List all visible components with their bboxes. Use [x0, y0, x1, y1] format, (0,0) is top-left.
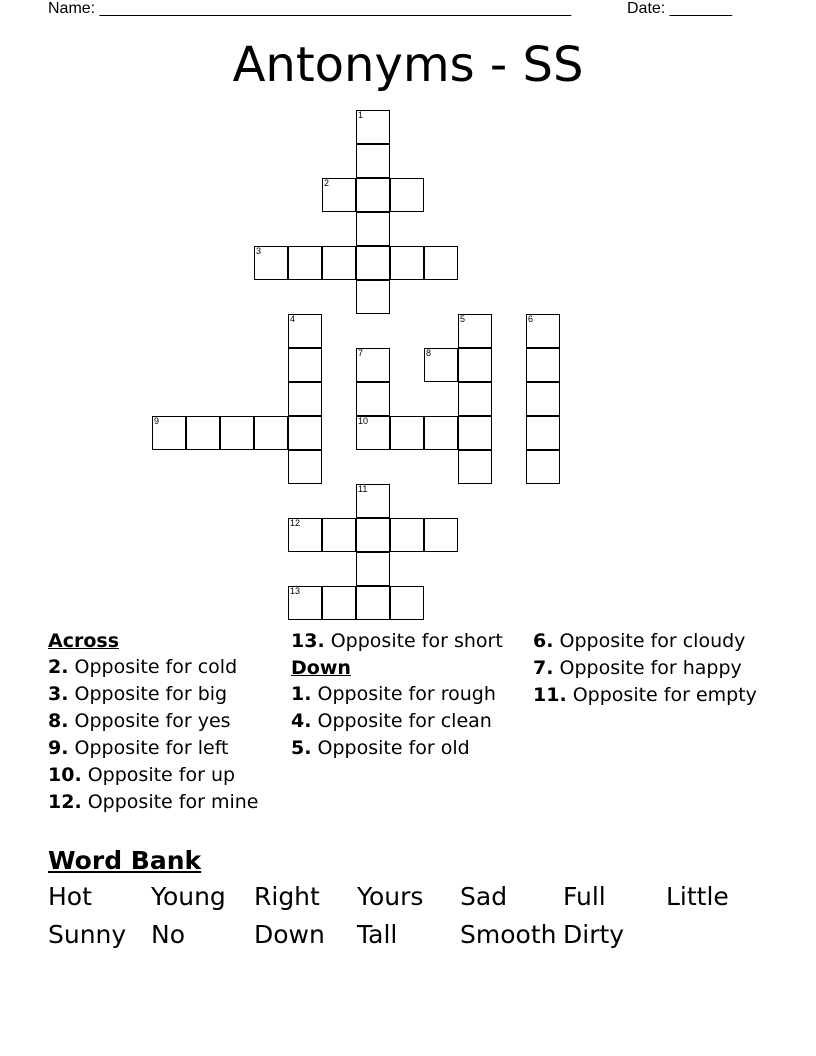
crossword-cell[interactable]: [356, 212, 390, 246]
word-bank-item: No: [151, 920, 185, 949]
cell-number: 2: [324, 178, 330, 188]
crossword-cell[interactable]: [322, 586, 356, 620]
crossword-cell[interactable]: [356, 144, 390, 178]
cell-number: 12: [290, 518, 301, 528]
word-bank-item: Young: [151, 882, 226, 911]
crossword-cell[interactable]: [356, 246, 390, 280]
crossword-cell[interactable]: [526, 314, 560, 348]
crossword-cell[interactable]: [390, 416, 424, 450]
crossword-cell[interactable]: [390, 246, 424, 280]
word-bank-item: Dirty: [563, 920, 625, 949]
word-bank-item: Yours: [357, 882, 424, 911]
cell-number: 6: [528, 314, 534, 324]
word-bank-item: Right: [254, 882, 320, 911]
clue-across-9: 9. Opposite for left: [48, 737, 229, 759]
clue-down-1: 1. Opposite for rough: [291, 683, 496, 705]
crossword-cell[interactable]: [288, 348, 322, 382]
word-bank-item: Hot: [48, 882, 92, 911]
crossword-cell[interactable]: [288, 586, 322, 620]
name-field[interactable]: Name: _____________________________________________________: [48, 0, 572, 17]
page-title: Antonyms - SS: [232, 37, 584, 93]
cell-number: 7: [358, 348, 364, 358]
cell-number: 9: [154, 416, 160, 426]
crossword-cell[interactable]: [288, 246, 322, 280]
word-bank-item: Down: [254, 920, 325, 949]
crossword-cell[interactable]: [424, 518, 458, 552]
word-bank-item: Smooth: [460, 920, 557, 949]
crossword-cell[interactable]: [288, 450, 322, 484]
word-bank-item: Sad: [460, 882, 508, 911]
clue-down-5: 5. Opposite for old: [291, 737, 470, 759]
crossword-cell[interactable]: [356, 280, 390, 314]
crossword-cell[interactable]: [458, 416, 492, 450]
cell-number: 3: [256, 246, 262, 256]
crossword-cell[interactable]: [526, 382, 560, 416]
crossword-cell[interactable]: [356, 110, 390, 144]
clue-across-8: 8. Opposite for yes: [48, 710, 231, 732]
word-bank-item: Little: [666, 882, 729, 911]
crossword-cell[interactable]: [424, 348, 458, 382]
cell-number: 11: [358, 484, 368, 494]
crossword-cell[interactable]: [526, 450, 560, 484]
across-heading: Across: [48, 630, 120, 652]
crossword-cell[interactable]: [356, 348, 390, 382]
crossword-cell[interactable]: [322, 246, 356, 280]
crossword-cell[interactable]: [390, 586, 424, 620]
crossword-cell[interactable]: [356, 552, 390, 586]
word-bank-item: Full: [563, 882, 606, 911]
crossword-cell[interactable]: [458, 348, 492, 382]
crossword-cell[interactable]: [152, 416, 186, 450]
clues-column-3: [533, 630, 763, 711]
cell-number: 1: [358, 110, 364, 120]
clue-across-3: 3. Opposite for big: [48, 683, 228, 705]
cell-number: 8: [426, 348, 432, 358]
clue-down-4: 4. Opposite for clean: [291, 710, 492, 732]
crossword-cell[interactable]: [288, 382, 322, 416]
crossword-cell[interactable]: [458, 314, 492, 348]
crossword-cell[interactable]: [254, 246, 288, 280]
crossword-cell[interactable]: [220, 416, 254, 450]
crossword-cell[interactable]: [322, 178, 356, 212]
word-bank-title: Word Bank: [48, 846, 202, 875]
crossword-cell[interactable]: [356, 416, 390, 450]
crossword-cell[interactable]: [390, 518, 424, 552]
crossword-cell[interactable]: [458, 450, 492, 484]
crossword-cell[interactable]: [288, 518, 322, 552]
crossword-cell[interactable]: [254, 416, 288, 450]
clue-down-11: 11. Opposite for empty: [533, 684, 757, 706]
word-bank-item: Sunny: [48, 920, 127, 949]
clue-down-7: 7. Opposite for happy: [533, 657, 742, 679]
date-field[interactable]: Date: _______: [627, 0, 732, 17]
crossword-cell[interactable]: [288, 314, 322, 348]
cell-number: 13: [290, 586, 301, 596]
cell-number: 4: [290, 314, 296, 324]
crossword-cell[interactable]: [526, 348, 560, 382]
crossword-cell[interactable]: [458, 382, 492, 416]
down-heading: Down: [291, 657, 351, 679]
crossword-cell[interactable]: [356, 178, 390, 212]
clue-down-6: 6. Opposite for cloudy: [533, 630, 746, 652]
cell-number: 10: [358, 416, 369, 426]
crossword-cell[interactable]: [186, 416, 220, 450]
crossword-cell[interactable]: [322, 518, 356, 552]
word-bank: [48, 882, 768, 950]
crossword-cell[interactable]: [526, 416, 560, 450]
clues-column-2: [291, 630, 521, 764]
crossword-cell[interactable]: [356, 484, 390, 518]
cell-number: 5: [460, 314, 466, 324]
crossword-cell[interactable]: [356, 586, 390, 620]
crossword-cell[interactable]: [390, 178, 424, 212]
crossword-cell[interactable]: [288, 416, 322, 450]
clue-across-12: 12. Opposite for mine: [48, 791, 259, 813]
crossword-cell[interactable]: [356, 382, 390, 416]
clues-column-1: [48, 630, 278, 818]
word-bank-item: Tall: [357, 920, 398, 949]
clue-across-2: 2. Opposite for cold: [48, 656, 238, 678]
crossword-cell[interactable]: [356, 518, 390, 552]
crossword-cell[interactable]: [424, 246, 458, 280]
crossword-cell[interactable]: [424, 416, 458, 450]
clue-across-13: 13. Opposite for short: [291, 630, 503, 652]
clue-across-10: 10. Opposite for up: [48, 764, 236, 786]
